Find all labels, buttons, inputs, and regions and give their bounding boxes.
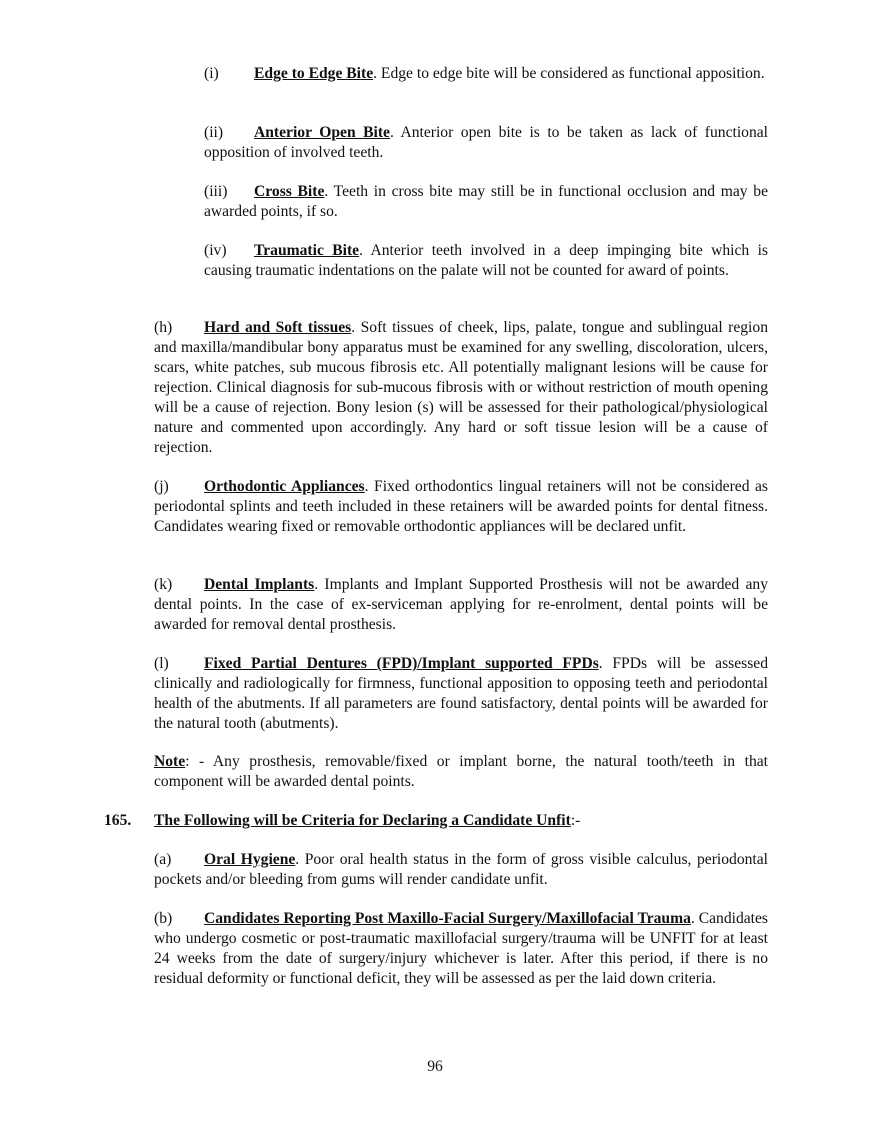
item-number: (h) [154, 319, 173, 336]
item-heading: Orthodontic Appliances [204, 478, 365, 495]
item-text: . Implants and Implant Supported Prosthesis will not be awarded any dental points. In the case of ex-serviceman applying for re-enrolment, dental points will be awarded for removal dental prosthesis. [154, 576, 768, 633]
section-number: 165. [104, 812, 132, 829]
item-text: . Teeth in cross bite may still be in functional occlusion and may be awarded points, if so. [204, 183, 768, 220]
section-heading [104, 811, 768, 831]
item-heading: Edge to Edge Bite [254, 65, 374, 82]
note-paragraph [154, 752, 768, 792]
item-text: . FPDs will be assessed clinically and radiologically for firmness, functional apposition to opposing teeth and periodontal health of the abutments. If all parameters are found satisfactory, dental points will be awarded for the natural tooth (abutments). [154, 655, 769, 732]
note-text: : - Any prosthesis, removable/fixed or implant borne, the natural tooth/teeth in that component will be awarded dental points. [154, 753, 768, 790]
note-label: Note [154, 753, 186, 770]
item-fixed-partial-dentures [154, 654, 768, 734]
item-heading: Traumatic Bite [254, 242, 360, 259]
item-dental-implants [154, 575, 768, 635]
item-number: (ii) [204, 124, 224, 141]
item-number: (k) [154, 576, 173, 593]
item-heading: Hard and Soft tissues [204, 319, 352, 336]
item-heading: Candidates Reporting Post Maxillo-Facial Surgery/Maxillofacial Trauma [204, 910, 691, 927]
item-text: . Poor oral health status in the form of gross visible calculus, periodontal pockets and/or bleeding from gums will render candidate unfit. [154, 851, 768, 888]
item-number: (iv) [204, 242, 227, 259]
sub-item-edge-to-edge-bite [204, 64, 768, 84]
sub-item-anterior-open-bite [204, 123, 768, 163]
item-number: (a) [154, 851, 172, 868]
item-maxillofacial-surgery [154, 909, 768, 989]
item-text: . Anterior open bite is to be taken as lack of functional opposition of involved teeth. [204, 124, 768, 161]
section-title: The Following will be Criteria for Declaring a Candidate Unfit [154, 812, 571, 829]
item-text: . Candidates who undergo cosmetic or post-traumatic maxillofacial surgery/trauma will be UNFIT for at least 24 weeks from the date of surgery/injury whichever is later. After this period, if there is no residual deformity or functional deficit, they will be assessed as per the laid down criteria. [154, 910, 768, 987]
section-suffix: :- [570, 812, 581, 829]
item-heading: Dental Implants [204, 576, 315, 593]
item-hard-and-soft-tissues [154, 318, 768, 458]
item-number: (l) [154, 655, 169, 672]
item-text: . Soft tissues of cheek, lips, palate, tongue and sublingual region and maxilla/mandibular bony apparatus must be examined for any swelling, discoloration, ulcers, scars, white patches, sub mucous fibrosis etc. All potentially malignant lesions will be cause for rejection. Clinical diagnosis for sub-mucous fibrosis with or without restriction of mouth opening will be a cause of rejection. Bony lesion (s) will be assessed for their pathological/physiological nature and commented upon accordingly. Any hard or soft tissue lesion will be a cause of rejection. [154, 319, 768, 456]
item-text: . Edge to edge bite will be considered as functional apposition. [373, 65, 765, 82]
item-heading: Cross Bite [254, 183, 325, 200]
item-heading: Fixed Partial Dentures (FPD)/Implant supported FPDs [204, 655, 599, 672]
item-text: . Fixed orthodontics lingual retainers will not be considered as periodontal splints and teeth included in these retainers will be awarded points for dental fitness. Candidates wearing fixed or removable orthodontic appliances will be declared unfit. [154, 478, 768, 535]
item-number: (iii) [204, 183, 228, 200]
page-number: 96 [427, 1058, 443, 1075]
sub-item-traumatic-bite [204, 241, 768, 281]
item-number: (j) [154, 478, 169, 495]
item-text: . Anterior teeth involved in a deep impinging bite which is causing traumatic indentations on the palate will not be counted for award of points. [204, 242, 768, 279]
item-heading: Oral Hygiene [204, 851, 296, 868]
item-orthodontic-appliances [154, 477, 768, 537]
item-number: (i) [204, 65, 219, 82]
item-oral-hygiene [154, 850, 768, 890]
sub-item-cross-bite [204, 182, 768, 222]
item-number: (b) [154, 910, 173, 927]
item-heading: Anterior Open Bite [254, 124, 390, 141]
